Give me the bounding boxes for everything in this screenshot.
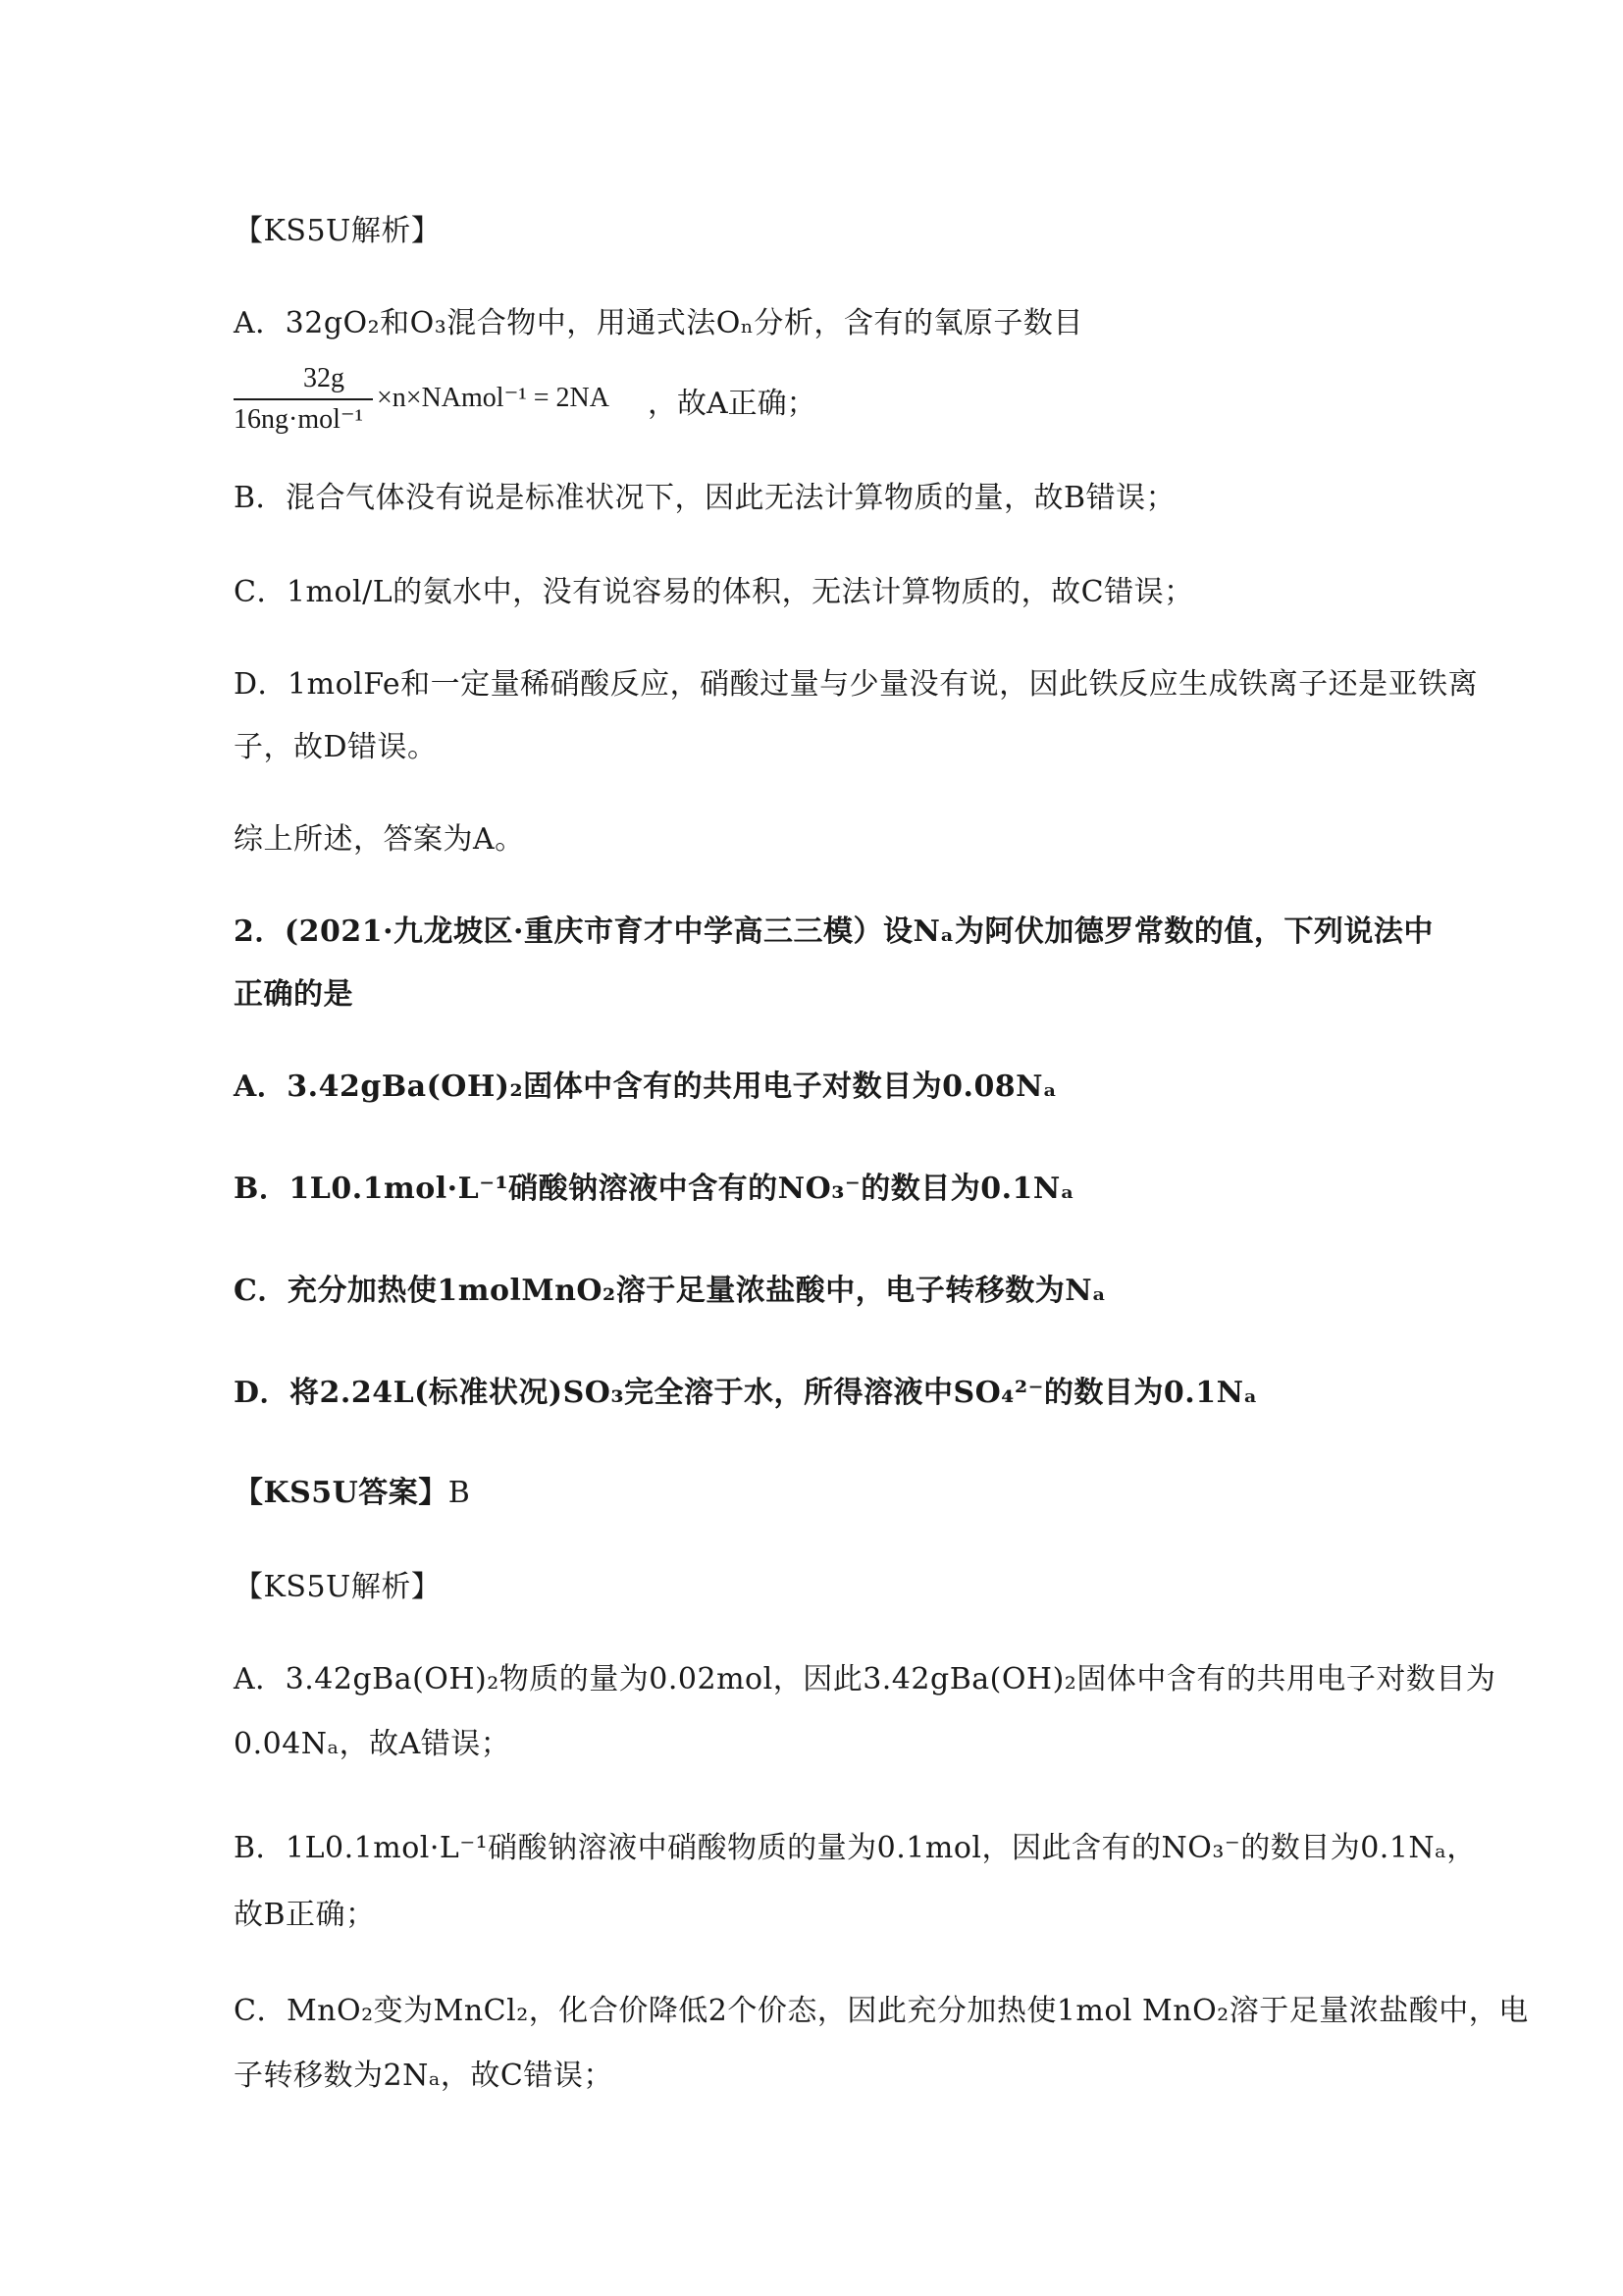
analysis-heading-2: 【KS5U解析】 <box>234 1570 442 1604</box>
formula-conclusion: ，故A正确； <box>648 387 816 421</box>
fraction-bar <box>234 398 373 400</box>
analysis-1-option-b: B．混合气体没有说是标准状况下，因此无法计算物质的量，故B错误； <box>234 481 1177 515</box>
question-2-option-d: D．将2.24L(标准状况)SO₃完全溶于水，所得溶液中SO₄²⁻的数目为0.1Nₐ <box>234 1376 1259 1410</box>
analysis-2-option-b-line-1: B．1L0.1mol·L⁻¹硝酸钠溶液中硝酸物质的量为0.1mol，因此含有的NO₃⁻的数目为0.1Nₐ， <box>234 1831 1477 1865</box>
question-2-option-b: B．1L0.1mol·L⁻¹硝酸钠溶液中含有的NO₃⁻的数目为0.1Nₐ <box>234 1172 1075 1206</box>
analysis-heading-1: 【KS5U解析】 <box>234 214 442 248</box>
question-2-stem-line-1: 2．(2021·九龙坡区·重庆市育才中学高三三模）设Nₐ为阿伏加德罗常数的值，下列说法中 <box>234 914 1434 949</box>
analysis-1-option-d-line-1: D．1molFe和一定量稀硝酸反应，硝酸过量与少量没有说，因此铁反应生成铁离子还是亚铁离 <box>234 667 1479 702</box>
analysis-1-summary: 综上所述，答案为A。 <box>234 822 525 857</box>
analysis-2-option-a-line-2: 0.04Nₐ，故A错误； <box>234 1727 511 1761</box>
question-2-stem-line-2: 正确的是 <box>234 977 353 1012</box>
question-2-option-c: C．充分加热使1molMnO₂溶于足量浓盐酸中，电子转移数为Nₐ <box>234 1274 1107 1308</box>
analysis-2-option-a-line-1: A．3.42gBa(OH)₂物质的量为0.02mol，因此3.42gBa(OH)₂固体中含有的共用电子对数目为 <box>234 1662 1496 1696</box>
analysis-2-option-c-line-2: 子转移数为2Nₐ，故C错误； <box>234 2059 613 2093</box>
analysis-2-option-c-line-1: C．MnO₂变为MnCl₂，化合价降低2个价态，因此充分加热使1mol MnO₂溶于足量浓盐酸中，电 <box>234 1994 1529 2028</box>
question-2-option-a: A．3.42gBa(OH)₂固体中含有的共用电子对数目为0.08Nₐ <box>234 1070 1058 1104</box>
formula-remainder: ×n×NAmol⁻¹ = 2NA <box>377 383 609 413</box>
answer-2-label: 【KS5U答案】 <box>234 1476 448 1510</box>
answer-2 <box>234 1474 470 1513</box>
answer-2-value: B <box>447 1476 471 1510</box>
formula-numerator: 32g <box>303 363 344 393</box>
analysis-2-option-b-line-2: 故B正确； <box>234 1898 376 1932</box>
analysis-1-option-c: C．1mol/L的氨水中，没有说容易的体积，无法计算物质的，故C错误； <box>234 575 1194 609</box>
analysis-1-option-a-line-1: A．32gO₂和O₃混合物中，用通式法Oₙ分析，含有的氧原子数目 <box>234 306 1083 340</box>
analysis-1-option-d-line-2: 子，故D错误。 <box>234 730 438 764</box>
formula-denominator: 16ng·mol⁻¹ <box>234 404 364 435</box>
